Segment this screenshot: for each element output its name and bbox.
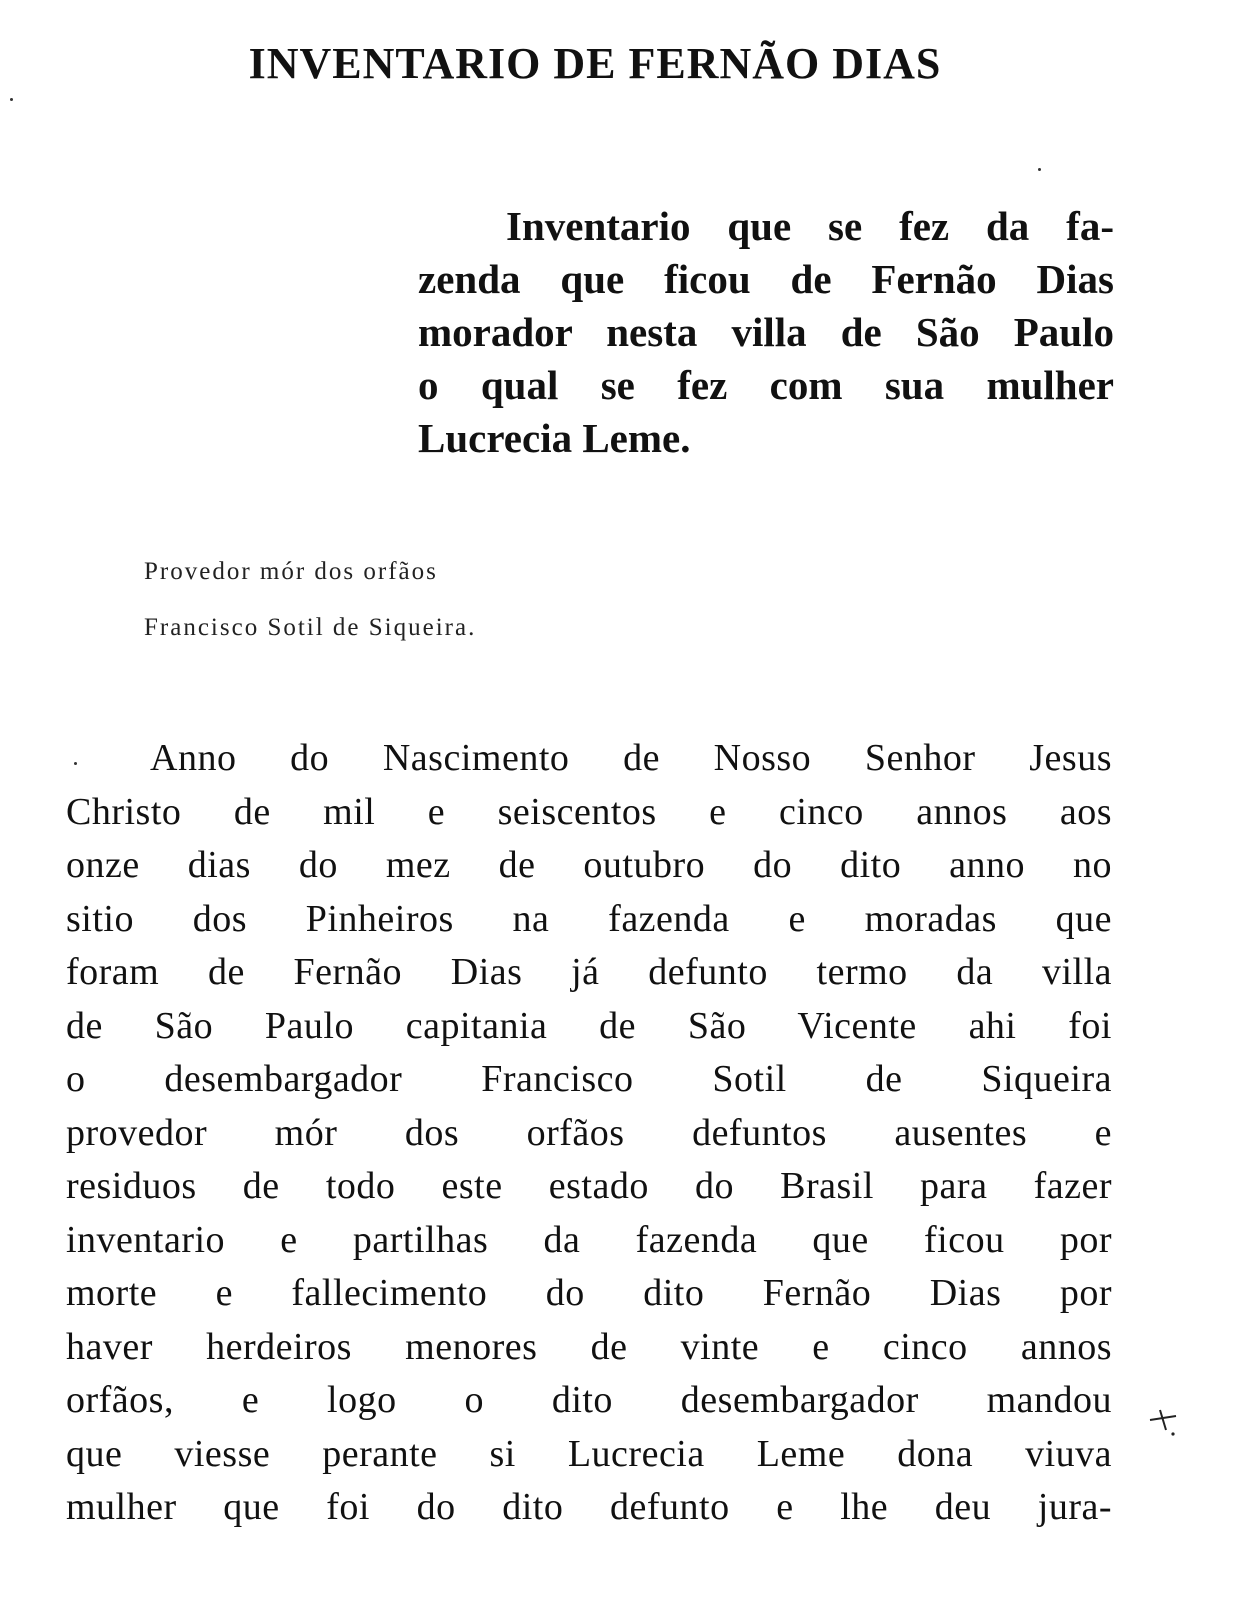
print-speck	[1038, 168, 1041, 171]
intro-heading	[418, 200, 1114, 465]
body-line: sitio dos Pinheiros na fazenda e moradas que	[66, 897, 1112, 940]
margin-mark-icon	[1146, 1406, 1180, 1440]
print-speck	[10, 98, 13, 101]
body-line: o desembargador Francisco Sotil de Siqueira	[66, 1058, 1112, 1100]
body-line: mulher que foi do dito defunto e lhe deu jura-	[66, 1486, 1112, 1528]
body-paragraph	[66, 732, 1112, 1535]
body-line: inventario e partilhas da fazenda que ficou por	[66, 1218, 1112, 1261]
body-line: foram de Fernão Dias já defunto termo da villa	[66, 951, 1112, 993]
print-speck	[74, 762, 77, 765]
body-line: Christo de mil e seiscentos e cinco annos aos	[66, 790, 1112, 833]
body-line: onze dias do mez de outubro do dito anno no	[66, 844, 1112, 886]
body-line: residuos de todo este estado do Brasil para fazer	[66, 1165, 1112, 1207]
officials-block	[144, 544, 476, 656]
body-line: provedor mór dos orfãos defuntos ausentes e	[66, 1111, 1112, 1154]
body-line: que viesse perante si Lucrecia Leme dona viuva	[66, 1432, 1112, 1475]
body-line: Anno do Nascimento de Nosso Senhor Jesus	[150, 737, 1112, 779]
intro-line: o qual se fez com sua mulher	[418, 362, 1114, 408]
intro-line: zenda que ficou de Fernão Dias	[418, 256, 1114, 302]
page-title: INVENTARIO DE FERNÃO DIAS	[248, 39, 942, 88]
body-line: orfãos, e logo o dito desembargador mandou	[66, 1379, 1112, 1421]
official-name: Francisco Sotil de Siqueira.	[144, 614, 477, 641]
body-line: haver herdeiros menores de vinte e cinco annos	[66, 1325, 1112, 1368]
intro-line: Inventario que se fez da fa-	[506, 203, 1114, 249]
body-line: de São Paulo capitania de São Vicente ahi foi	[66, 1004, 1112, 1047]
official-role: Provedor mór dos orfãos	[144, 558, 438, 585]
body-line: morte e fallecimento do dito Fernão Dias por	[66, 1272, 1112, 1314]
intro-line: Lucrecia Leme.	[418, 415, 691, 461]
intro-line: morador nesta villa de São Paulo	[418, 309, 1114, 355]
